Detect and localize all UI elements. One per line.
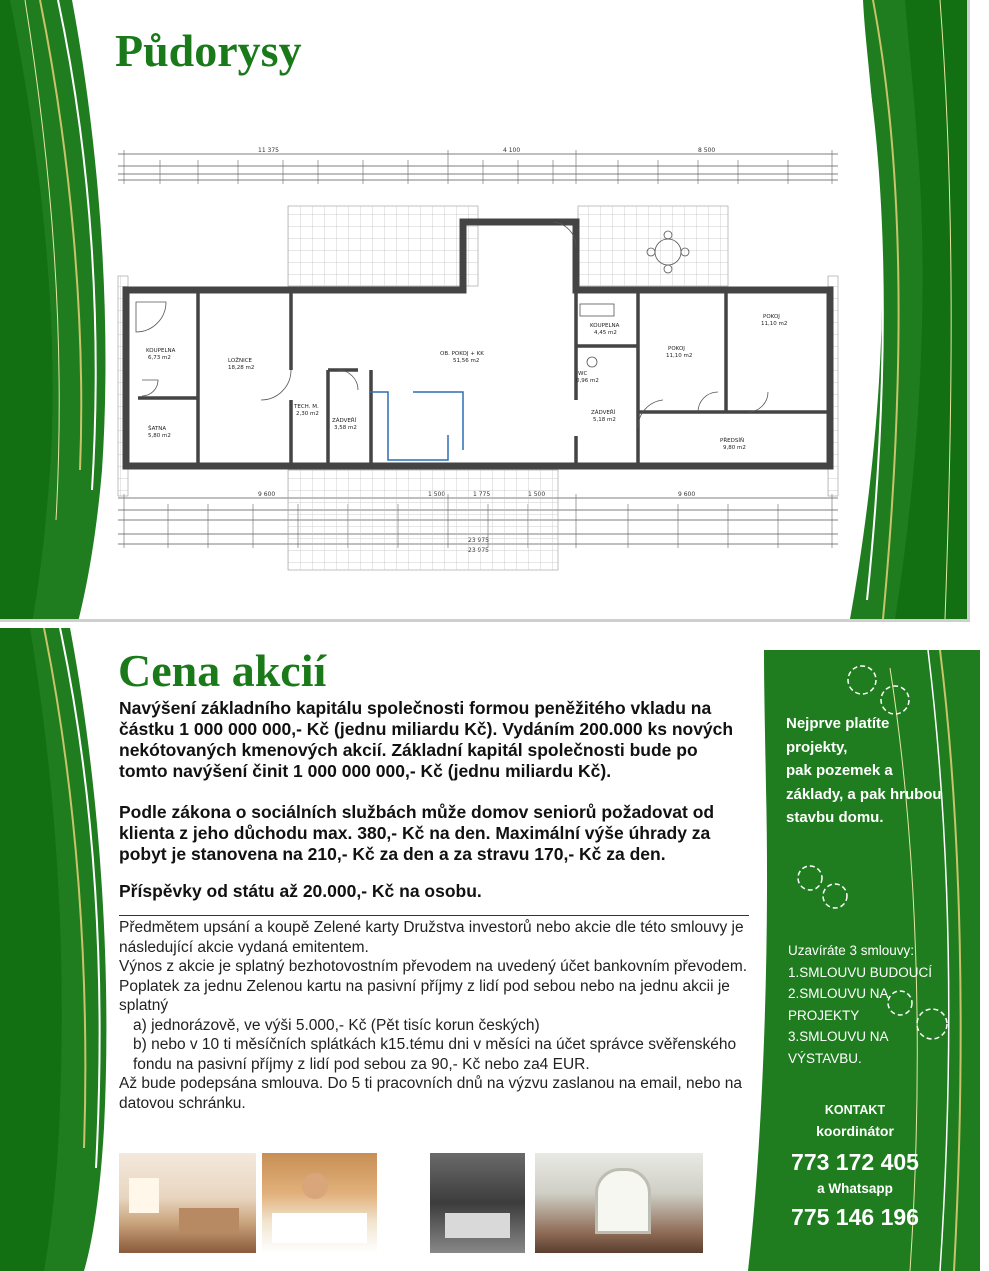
floor-plan-page	[0, 0, 970, 622]
paragraph-contribution: Příspěvky od státu až 20.000,- Kč na osobu.	[119, 881, 482, 901]
room-name-1: KOUPELNA	[146, 348, 176, 354]
divider-line	[119, 915, 749, 916]
room-name-10: POKOJ	[668, 346, 685, 352]
share-price-page	[0, 628, 989, 1271]
phone-number-2: 775 146 196	[791, 1204, 919, 1230]
room-name-12: PŘEDSÍŇ	[720, 438, 745, 444]
room-area-3: 5,80 m2	[148, 433, 171, 439]
room-area-1: 6,73 m2	[148, 355, 171, 361]
photo-bathroom	[430, 1153, 525, 1253]
room-area-7: 4,45 m2	[594, 330, 617, 336]
side-contact	[765, 1100, 945, 1234]
paragraph-capital: Navýšení základního kapitálu společnosti formou peněžitého vkladu na částku 1 000 000 000,- Kč (jednu miliardu Kč). Vydáním 200.000 ks nových nekótovaných kmenových akcií. Základní kapitál společnosti bude po tomto navýšení činit 1 000 000 000,- Kč (jednu miliardu Kč).	[119, 698, 734, 781]
room-area-5: 3,58 m2	[334, 425, 357, 431]
room-name-11: POKOJ	[763, 314, 780, 320]
small-text	[119, 918, 749, 1113]
small-paragraph-6: Až bude podepsána smlouva. Do 5 ti pracovních dnů na výzvu zaslanou na email, nebo na datovou schránku.	[119, 1075, 742, 1112]
room-name-4: TECH. M.	[294, 404, 319, 410]
paragraph-seniors: Podle zákona o sociálních službách může domov seniorů požadovat od klienta z jeho důchodu max. 380,- Kč na den. Maximální výše úhrady za pobyt je stanovena na 210,- Kč za den a za stravu 170,- Kč za den.	[119, 802, 715, 864]
room-name-6: OB. POKOJ + KK	[440, 351, 484, 357]
side-intro-line-3: pak pozemek a	[786, 762, 893, 779]
small-paragraph-4: a) jednorázově, ve výši 5.000,- Kč (Pět tisíc korun českých)	[133, 1016, 540, 1034]
floor-plan-drawing	[108, 130, 858, 580]
contract-2: 2.SMLOUVU NA	[788, 986, 889, 1001]
dim-top-2: 4 100	[503, 147, 521, 154]
page-title: Půdorysy	[115, 25, 302, 76]
side-intro	[786, 712, 942, 830]
left-green-swoosh	[0, 628, 118, 1271]
room-area-2: 18,28 m2	[228, 365, 255, 371]
side-intro-line-5: stavbu domu.	[786, 809, 884, 826]
room-name-8: WC	[578, 371, 588, 377]
dim-top-1: 11 375	[258, 147, 279, 154]
dim-bottom-5: 9 600	[678, 491, 696, 498]
contract-5: VÝSTAVBU.	[788, 1050, 862, 1066]
room-name-2: LOŽNICE	[228, 358, 253, 364]
side-contracts	[788, 940, 932, 1069]
contract-4: 3.SMLOUVU NA	[788, 1029, 889, 1044]
left-green-swoosh	[0, 0, 115, 622]
small-paragraph-1: Předmětem upsání a koupě Zelené karty Družstva investorů nebo akcie dle této smlouvy je následující akcie vydaná emitentem.	[119, 919, 744, 956]
room-name-9: ZÁDVEŘÍ	[591, 410, 616, 416]
room-area-8: 0,96 m2	[576, 378, 599, 384]
photo-hotel-room	[119, 1153, 256, 1253]
main-text	[119, 698, 749, 902]
contact-heading: KONTAKT	[824, 1103, 886, 1117]
small-paragraph-3: Poplatek za jednu Zelenou kartu na pasivní příjmy z lidí pod sebou nebo na jednu akcii je splatný	[119, 977, 730, 1014]
phone-number-1: 773 172 405	[791, 1149, 919, 1175]
room-name-7: KOUPELNA	[590, 323, 620, 329]
room-area-11: 11,10 m2	[761, 321, 788, 327]
page-title: Cena akcií	[118, 645, 327, 696]
whatsapp-label: a Whatsapp	[817, 1181, 893, 1196]
small-paragraph-2: Výnos z akcie je splatný bezhotovostním převodem na uvedený účet bankovním převodem.	[119, 958, 748, 975]
contracts-title: Uzavíráte 3 smlouvy:	[788, 943, 915, 958]
contract-3: PROJEKTY	[788, 1007, 860, 1023]
small-paragraph-5: b) nebo v 10 ti měsíčních splátkách k15.tému dni v měsíci na účet správce svěřenského fondu na pasivní příjmy z lidí pod sebou za 90,- Kč nebo za4 EUR.	[133, 1036, 737, 1073]
contact-role: koordinátor	[816, 1123, 894, 1139]
room-area-10: 11,10 m2	[666, 353, 693, 359]
room-area-4: 2,30 m2	[296, 411, 319, 417]
right-green-swoosh	[845, 0, 967, 619]
dim-bottom-1: 9 600	[258, 491, 276, 498]
dim-top-3: 8 500	[698, 147, 716, 154]
room-name-5: ZÁDVEŘÍ	[332, 418, 357, 424]
room-area-9: 5,18 m2	[593, 417, 616, 423]
photo-dining	[262, 1153, 377, 1253]
side-intro-line-4: základy, a pak hrubou	[786, 785, 942, 803]
room-name-3: ŠATNA	[148, 426, 167, 432]
photo-corridor	[535, 1153, 703, 1253]
contract-1: 1.SMLOUVU BUDOUCÍ	[788, 964, 933, 980]
side-intro-line-2: projekty,	[786, 738, 848, 756]
room-area-6: 51,56 m2	[453, 358, 480, 364]
side-intro-line-1: Nejprve platíte	[786, 715, 890, 732]
room-area-12: 9,80 m2	[723, 445, 746, 451]
